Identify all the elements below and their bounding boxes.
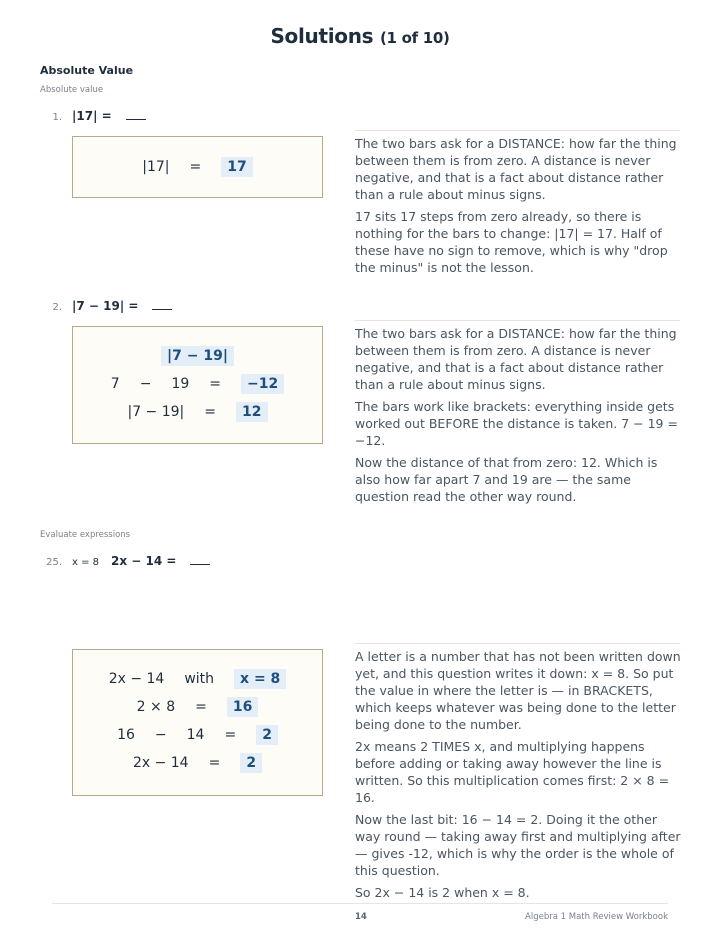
page-title xyxy=(0,24,720,48)
question-number: 25. xyxy=(46,557,62,568)
question-text: |7 − 19| = xyxy=(72,299,139,313)
worked-solution-25 xyxy=(72,649,323,796)
question-text: |17| = xyxy=(72,109,112,123)
divider xyxy=(355,643,680,644)
work-row: 2x − 14 = 2 xyxy=(73,753,322,773)
worked-solution-1 xyxy=(72,136,323,198)
page-number: 14 xyxy=(355,912,367,922)
substitution-highlight: x = 8 xyxy=(234,669,286,689)
answer-blank xyxy=(126,119,146,120)
question-number: 1. xyxy=(52,112,62,123)
work-row xyxy=(73,346,322,366)
answer-highlight: 12 xyxy=(236,402,267,422)
title-main: Solutions xyxy=(270,24,374,48)
explanation-paragraph: 2x means 2 TIMES x, and multiplying happens before adding or taking away however the line is written. So this multiplication comes first: 2 × 8 = 16. xyxy=(355,739,670,805)
footer-divider xyxy=(52,903,668,904)
explanation-paragraph: The bars work like brackets: everything inside gets worked out BEFORE the distance is taken. 7 − 19 = −12. xyxy=(355,399,678,448)
subsection-label: Evaluate expressions xyxy=(40,530,131,540)
divider xyxy=(355,130,680,131)
work-row: |17| = 17 xyxy=(73,157,322,177)
work-row: 2x − 14 with x = 8 xyxy=(73,669,322,689)
answer-blank xyxy=(152,309,172,310)
explanation-paragraph: 17 sits 17 steps from zero already, so there is nothing for the bars to change: |17| = 17. Half of these have no sign to remove, which is why "drop the minus" is not the lesson. xyxy=(355,209,668,275)
explanation-paragraph: Now the last bit: 16 − 14 = 2. Doing it the other way round — taking away first and multiplying after — gives -12, which is why the order is the whole of this question. xyxy=(355,812,681,878)
question-condition: x = 8 xyxy=(72,557,100,568)
question-25 xyxy=(40,554,210,568)
question-1 xyxy=(40,109,146,123)
explanation-paragraph: A letter is a number that has not been written down yet, and this question writes it down: x = 8. So put the value in where the letter is — in BRACKETS, which keeps whatever was being done to the letter being done to the number. xyxy=(355,649,681,732)
explanation-2 xyxy=(355,325,685,510)
question-number: 2. xyxy=(52,302,62,313)
worked-solution-2 xyxy=(72,326,323,444)
book-title: Algebra 1 Math Review Workbook xyxy=(525,912,668,922)
explanation-paragraph: The two bars ask for a DISTANCE: how far the thing between them is from zero. A distance is never negative, and that is a fact about distance rather than a rule about minus signs. xyxy=(355,326,677,392)
explanation-paragraph: So 2x − 14 is 2 when x = 8. xyxy=(355,885,530,900)
explanation-paragraph: The two bars ask for a DISTANCE: how far the thing between them is from zero. A distance is never negative, and that is a fact about distance rather than a rule about minus signs. xyxy=(355,136,677,202)
answer-highlight: 17 xyxy=(221,157,252,177)
subsection-label: Absolute value xyxy=(40,85,104,95)
explanation-paragraph: Now the distance of that from zero: 12. Which is also how far apart 7 and 19 are — the same question read the other way round. xyxy=(355,455,658,504)
work-row: 7 − 19 = −12 xyxy=(73,374,322,394)
answer-highlight: 2 xyxy=(240,753,262,773)
title-sub: (1 of 10) xyxy=(379,29,450,47)
work-row: 2 × 8 = 16 xyxy=(73,697,322,717)
work-row: 16 − 14 = 2 xyxy=(73,725,322,745)
question-2 xyxy=(40,299,172,313)
explanation-25 xyxy=(355,648,685,906)
section-title: Absolute Value xyxy=(40,64,134,77)
divider xyxy=(355,320,680,321)
work-row: |7 − 19| = 12 xyxy=(73,402,322,422)
expression-highlight: |7 − 19| xyxy=(161,346,234,366)
question-text: 2x − 14 = xyxy=(111,554,177,568)
explanation-1 xyxy=(355,135,685,281)
answer-blank xyxy=(190,564,210,565)
